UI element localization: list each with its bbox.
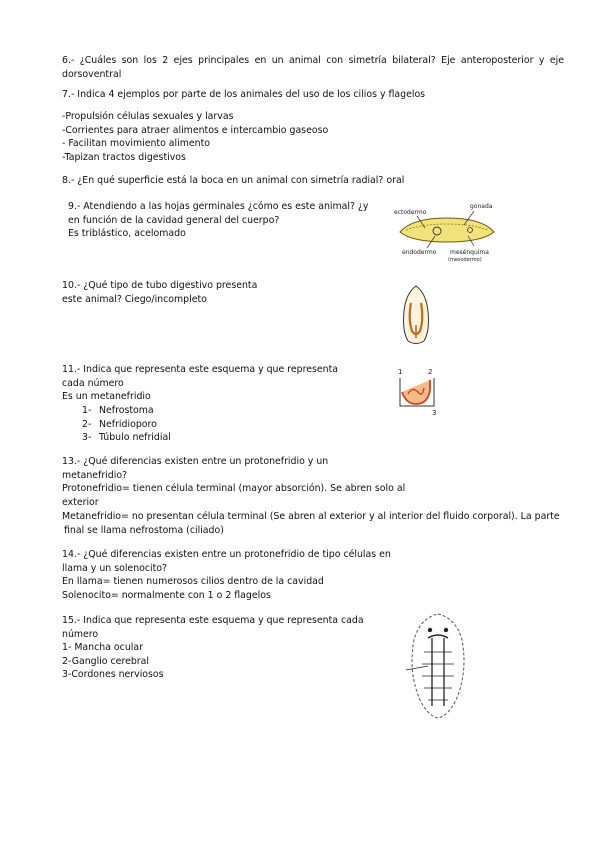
question-7-answer: - Facilitan movimiento alimento <box>62 138 211 149</box>
list-item: 1- Nefrostoma <box>82 405 154 416</box>
figure-label-gonada: gonada <box>470 203 493 210</box>
question-7-answer: -Propulsión células sexuales y larvas <box>62 111 234 122</box>
question-9-line-1: 9.- Atendiendo a las hojas germinales ¿cómo es este animal? ¿y <box>68 201 369 212</box>
question-13-proto-line-1: Protonefridio= tienen célula terminal (mayor absorción). Se abren solo al <box>62 483 406 494</box>
question-9-line-2: en función de la cavidad general del cuerpo? <box>68 214 280 226</box>
figure-label-2: 2 <box>428 368 433 376</box>
question-15-line-2: número <box>62 628 99 640</box>
question-13-meta-line-2: final se llama nefrostoma (ciliado) <box>64 524 224 536</box>
question-7 <box>62 88 425 102</box>
question-14-answer-2: Solenocito= normalmente con 1 o 2 flagelos <box>62 589 271 601</box>
question-13-line-2: metanefridio? <box>62 469 128 481</box>
question-15-line-1: 15.- Indica que representa este esquema y que representa cada <box>62 615 364 626</box>
blind-gut-figure <box>396 283 436 347</box>
question-9 <box>62 200 368 241</box>
question-11-line-1: 11.- Indica que representa este esquema y que representa <box>62 364 339 375</box>
question-7-answer: -Corrientes para atraer alimentos e intercambio gaseoso <box>62 124 329 136</box>
question-6 <box>62 54 564 81</box>
question-14 <box>62 548 391 602</box>
metanephridium-figure <box>394 364 442 416</box>
question-6-line-1: 6.- ¿Cuáles son los 2 ejes principales en un animal con simetría bilateral? Eje anteroposterior y eje <box>62 55 564 66</box>
question-15-answer: 3-Cordones nerviosos <box>62 669 164 680</box>
question-11-list <box>62 404 171 445</box>
nervous-system-figure <box>404 610 472 722</box>
flatworm-cross-section-figure <box>392 196 502 264</box>
figure-label-mesenquima: mesénquima <box>450 249 489 256</box>
question-11-line-2: cada número <box>62 377 124 389</box>
figure-label-ectodermo: ectodermo <box>394 209 427 216</box>
question-15 <box>62 614 364 682</box>
list-item: 2- Nefridioporo <box>82 418 157 430</box>
figure-label-3: 3 <box>432 409 437 416</box>
question-13-line-1: 13.- ¿Qué diferencias existen entre un protonefridio y un <box>62 456 329 467</box>
question-15-answer: 1- Mancha ocular <box>62 642 143 653</box>
question-7-answer: -Tapizan tractos digestivos <box>62 151 186 163</box>
question-14-line-2: llama y un solenocito? <box>62 562 168 574</box>
figure-label-mesodermo: (mesodermo) <box>448 257 482 263</box>
question-6-line-2: dorsoventral <box>62 68 122 80</box>
question-7-answers <box>62 110 328 164</box>
question-11-answer: Es un metanefridio <box>62 391 151 402</box>
question-8-text: 8.- ¿En qué superficie está la boca en un animal con simetría radial? oral <box>62 175 405 186</box>
question-15-answer: 2-Ganglio cerebral <box>62 655 150 667</box>
question-9-answer: Es triblástico, acelomado <box>68 228 186 239</box>
question-8 <box>62 174 404 188</box>
question-10-line-2: este animal? Ciego/incompleto <box>62 293 207 305</box>
question-13-proto-line-2: exterior <box>62 496 99 508</box>
question-14-answer-1: En llama= tienen numerosos cilios dentro de la cavidad <box>62 576 324 587</box>
question-7-text: 7.- Indica 4 ejemplos por parte de los animales del uso de los cilios y flagelos <box>62 89 426 100</box>
question-13-meta-line-1: Metanefridio= no presentan célula terminal (Se abren al exterior y al interior del fluido corporal). La parte <box>62 511 560 522</box>
question-10-line-1: 10.- ¿Qué tipo de tubo digestivo presenta <box>62 280 258 291</box>
question-13 <box>62 455 405 509</box>
figure-label-1: 1 <box>398 368 403 376</box>
question-13-meta <box>62 510 560 537</box>
figure-label-endodermo: endodermo <box>402 249 437 256</box>
question-14-line-1: 14.- ¿Qué diferencias existen entre un protonefridio de tipo células en <box>62 549 391 560</box>
question-11 <box>62 363 338 404</box>
list-item: 3- Túbulo nefridial <box>82 432 171 443</box>
question-10 <box>62 279 257 306</box>
